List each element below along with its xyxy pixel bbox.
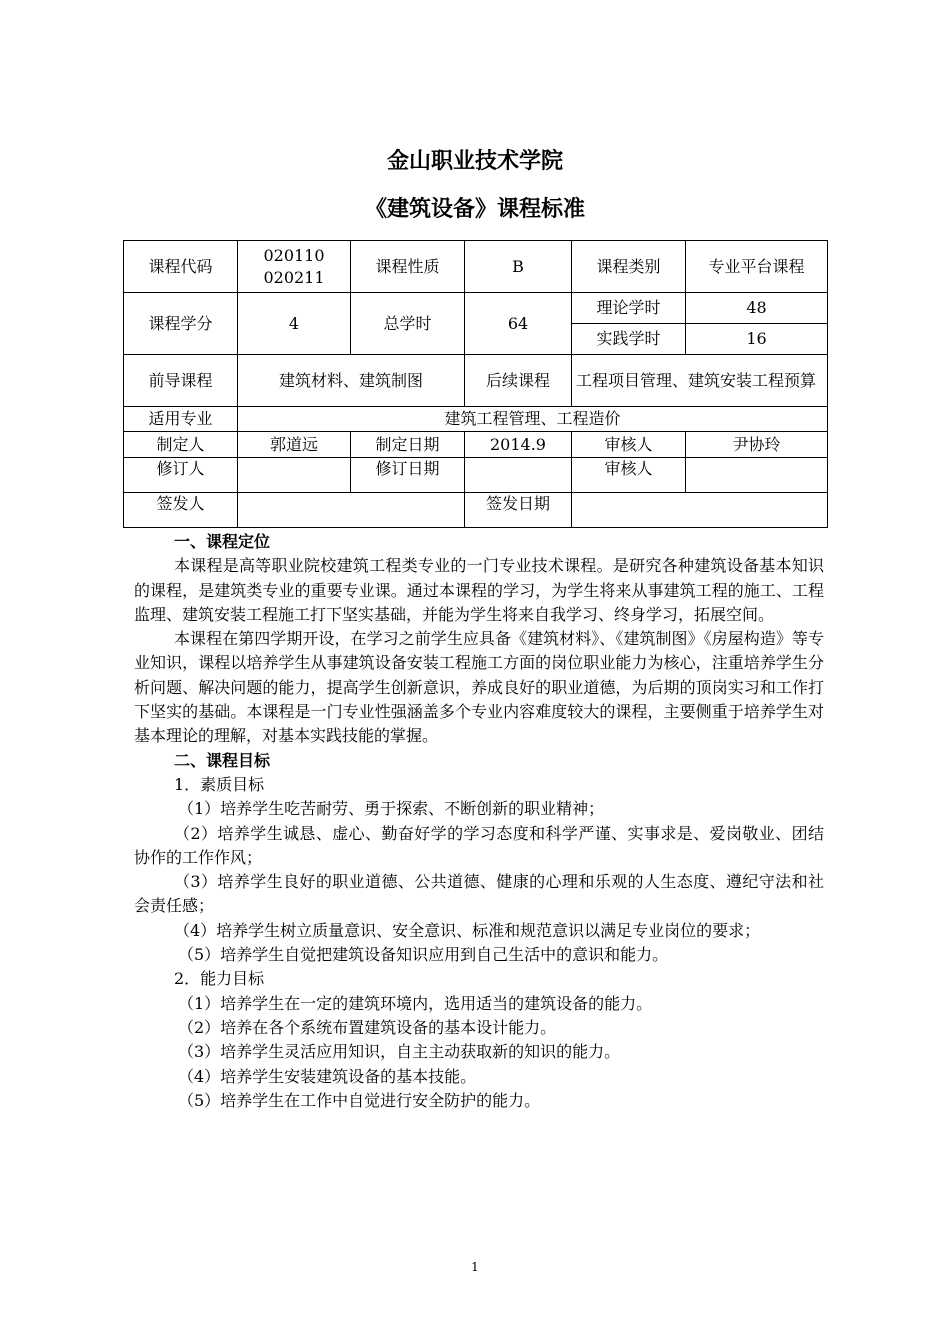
issue-date-label: 签发日期 xyxy=(465,493,572,528)
ability-goal-2: （2）培养在各个系统布置建筑设备的基本设计能力。 xyxy=(178,1017,557,1037)
practice-hours-value: 16 xyxy=(686,324,828,355)
quality-goal-1: （1）培养学生吃苦耐劳、勇于探索、不断创新的职业精神； xyxy=(178,799,605,819)
section-1-paragraph-1: 本课程是高等职业院校建筑工程类专业的一门专业技术课程。是研究各种建筑设备基本知识的课程，是建筑类专业的重要专业课。通过本课程的学习，为学生将来从事建筑工程的施工、工程监理、建筑安装工程施工打下坚实基础，并能为学生将来自我学习、终身学习，拓展空间。 xyxy=(134,556,824,624)
revise-date-label: 修订日期 xyxy=(351,458,465,493)
theory-hours-value: 48 xyxy=(686,293,828,324)
ability-goal-3: （3）培养学生灵活应用知识，自主主动获取新的知识的能力。 xyxy=(178,1042,621,1062)
course-code-label: 课程代码 xyxy=(124,241,238,293)
course-code-2: 020211 xyxy=(263,267,325,287)
followup-label: 后续课程 xyxy=(465,355,572,407)
ability-goal-4: （4）培养学生安装建筑设备的基本技能。 xyxy=(178,1066,477,1086)
followup-value: 工程项目管理、建筑安装工程预算 xyxy=(572,355,828,407)
quality-goal-2: （2）培养学生诚恳、虚心、勤奋好学的学习态度和科学严谨、实事求是、爱岗敬业、团结协作的工作作风； xyxy=(134,823,824,867)
reviewer2-value xyxy=(686,458,828,493)
reviser-label: 修订人 xyxy=(124,458,238,493)
school-title: 金山职业技术学院 xyxy=(386,149,563,174)
major-label: 适用专业 xyxy=(124,407,238,432)
section-2-heading: 二、课程目标 xyxy=(174,750,271,770)
credits-label: 课程学分 xyxy=(124,293,238,355)
course-category-label: 课程类别 xyxy=(572,241,686,293)
author-value: 郭道远 xyxy=(238,432,351,458)
reviser-value xyxy=(238,458,351,493)
quality-goal-4: （4）培养学生树立质量意识、安全意识、标准和规范意识以满足专业岗位的要求； xyxy=(174,920,761,940)
date-label: 制定日期 xyxy=(351,432,465,458)
section-1-paragraph-2: 本课程在第四学期开设，在学习之前学生应具备《建筑材料》、《建筑制图》《房屋构造》等专业知识，课程以培养学生从事建筑设备安装工程施工方面的岗位职业能力为核心，注重培养学生分析问题、解决问题的能力，提高学生创新意识，养成良好的职业道德，为后期的顶岗实习和工作打下坚实的基础。本课程是一门专业性强涵盖多个专业内容难度较大的课程，主要侧重于培养学生对基本理论的理解，对基本实践技能的掌握。 xyxy=(134,629,824,746)
major-value: 建筑工程管理、工程造价 xyxy=(238,407,828,432)
credits-value: 4 xyxy=(238,293,351,355)
quality-goal-5: （5）培养学生自觉把建筑设备知识应用到自己生活中的意识和能力。 xyxy=(178,945,669,965)
document-body xyxy=(134,530,824,1113)
course-code-1: 020110 xyxy=(263,245,325,265)
section-1-heading: 一、课程定位 xyxy=(174,532,271,551)
issue-date-value xyxy=(572,493,828,528)
total-hours-value: 64 xyxy=(465,293,572,355)
reviewer-value: 尹协玲 xyxy=(686,432,828,458)
theory-hours-label: 理论学时 xyxy=(572,293,686,324)
prereq-label: 前导课程 xyxy=(124,355,238,407)
course-info-table xyxy=(123,240,828,528)
issuer-value xyxy=(238,493,465,528)
reviewer2-label: 审核人 xyxy=(572,458,686,493)
quality-goal-3: （3）培养学生良好的职业道德、公共道德、健康的心理和乐观的人生态度、遵纪守法和社会责任感； xyxy=(134,872,824,916)
ability-goal-1: （1）培养学生在一定的建筑环境内，选用适当的建筑设备的能力。 xyxy=(178,993,653,1013)
page-number: 1 xyxy=(471,1260,479,1274)
total-hours-label: 总学时 xyxy=(351,293,465,355)
course-standard-title: 《建筑设备》课程标准 xyxy=(364,197,585,222)
issuer-label: 签发人 xyxy=(124,493,238,528)
prereq-value: 建筑材料、建筑制图 xyxy=(238,355,465,407)
author-label: 制定人 xyxy=(124,432,238,458)
ability-goal-5: （5）培养学生在工作中自觉进行安全防护的能力。 xyxy=(178,1090,541,1110)
quality-goals-heading: 1．素质目标 xyxy=(174,774,265,794)
course-nature-label: 课程性质 xyxy=(351,241,465,293)
course-code-value xyxy=(238,241,351,293)
ability-goals-heading: 2．能力目标 xyxy=(174,969,265,989)
course-category-value: 专业平台课程 xyxy=(686,241,828,293)
date-value: 2014.9 xyxy=(465,432,572,458)
practice-hours-label: 实践学时 xyxy=(572,324,686,355)
reviewer-label: 审核人 xyxy=(572,432,686,458)
course-nature-value: B xyxy=(465,241,572,293)
revise-date-value xyxy=(465,458,572,493)
